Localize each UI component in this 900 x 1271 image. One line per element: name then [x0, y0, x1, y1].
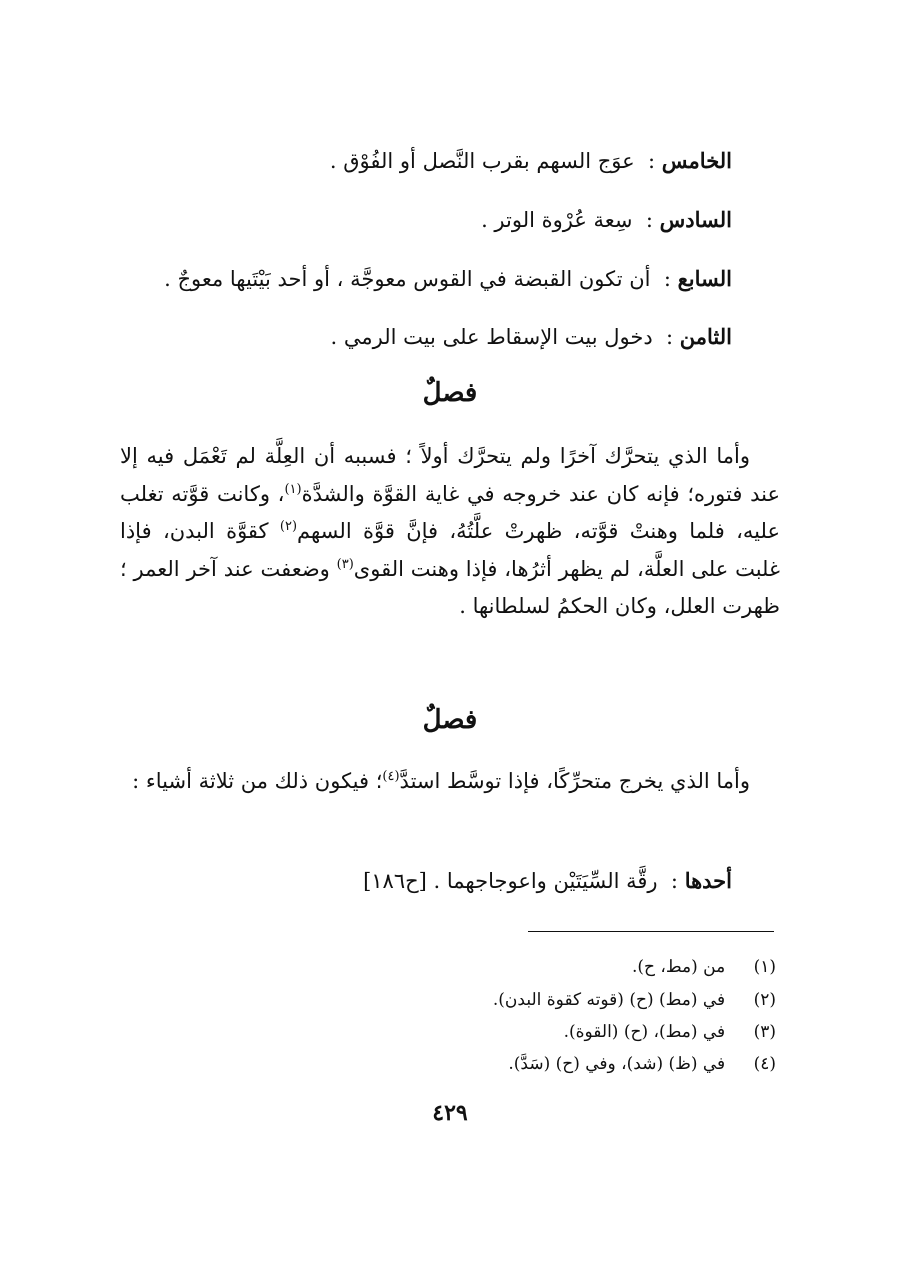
- footnote-divider: [528, 931, 774, 932]
- footnote-number: (٢): [753, 990, 776, 1010]
- footnote-ref: (٤): [382, 769, 400, 784]
- item-text: أن تكون القبضة في القوس معوجَّة ، أو أحد بَيْتَيها معوجٌ .: [164, 267, 651, 291]
- footnote-number: (٣): [753, 1022, 776, 1042]
- footnote-number: (٤): [753, 1054, 776, 1074]
- footnote: [176, 1050, 776, 1078]
- item-text: عوَج السهم بقرب النَّصل أو الفُوْق .: [329, 149, 635, 173]
- list-item: السابع : أن تكون القبضة في القوس معوجَّة ، أو أحد بَيْتَيها معوجٌ .: [164, 266, 732, 291]
- paragraph-text: وأما الذي يخرج متحرِّكًا، فإذا توسَّط استدَّ: [399, 769, 750, 793]
- item-label: السابع: [677, 266, 732, 291]
- footnote: [176, 1018, 776, 1046]
- item-label: الخامس: [661, 148, 732, 173]
- section-heading: فصلٌ: [422, 705, 478, 735]
- section-paragraph: [120, 438, 780, 626]
- footnote-ref: (١): [284, 481, 302, 497]
- footnote: [176, 986, 776, 1014]
- footnote-ref: (٢): [279, 519, 298, 534]
- footnote-text: في (مط)، (ح) (القوة).: [563, 1022, 726, 1042]
- item-label: أحدها: [684, 868, 732, 893]
- footnote-ref: (٣): [336, 556, 354, 572]
- footnote-text: في (مط) (ح) (قوته كقوة البدن).: [492, 990, 726, 1010]
- item-label: السادس: [659, 207, 732, 232]
- list-item: أحدها : رقَّة السِّيَتَيْن واعوجاجهما . [ح١٨٦]: [363, 868, 732, 893]
- footnote: [176, 953, 776, 981]
- list-item: الخامس : عوَج السهم بقرب النَّصل أو الفُوْق .: [329, 148, 732, 173]
- paragraph-text: وضعفت عند آخر العمر ؛ ظهرت العلل، وكان الحكمُ لسلطانها .: [120, 556, 780, 618]
- item-text: رقَّة السِّيَتَيْن واعوجاجهما . [ح١٨٦]: [363, 869, 658, 893]
- paragraph-text: كقوَّة البدن، فإذا غلبت على العلَّة، لم يظهر أثرُها، فإذا وهنت القوى: [120, 519, 780, 581]
- footnote-text: من (مط، ح).: [631, 957, 726, 977]
- paragraph-text: ، وكانت قوَّته تغلب عليه، فلما وهنتْ قوَّته، ظهرتْ علَّتُهُ، فإنَّ قوَّة السهم: [120, 481, 780, 543]
- list-item: الثامن : دخول بيت الإسقاط على بيت الرمي .: [330, 324, 732, 349]
- item-text: دخول بيت الإسقاط على بيت الرمي .: [330, 325, 653, 349]
- item-label: الثامن: [679, 324, 732, 349]
- section-heading: فصلٌ: [422, 378, 478, 408]
- paragraph-text: ؛ فيكون ذلك من ثلاثة أشياء :: [132, 769, 383, 793]
- list-item: السادس : سِعة عُرْوة الوتر .: [481, 207, 732, 232]
- section-paragraph: [120, 763, 780, 801]
- footnote-number: (١): [753, 957, 776, 977]
- page-number: ٤٢٩: [432, 1100, 468, 1126]
- item-text: سِعة عُرْوة الوتر .: [481, 208, 633, 232]
- footnote-text: في (ظ) (شد)، وفي (ح) (سَدَّ).: [508, 1054, 726, 1074]
- paragraph-text: وأما الذي يتحرَّك آخرًا ولم يتحرَّك أولاً ؛ فسببه أن العِلَّة لم تَعْمَل فيه إلا عند فتوره؛ فإنه كان عند خروجه في غاية القوَّة والشدَّة: [120, 444, 780, 506]
